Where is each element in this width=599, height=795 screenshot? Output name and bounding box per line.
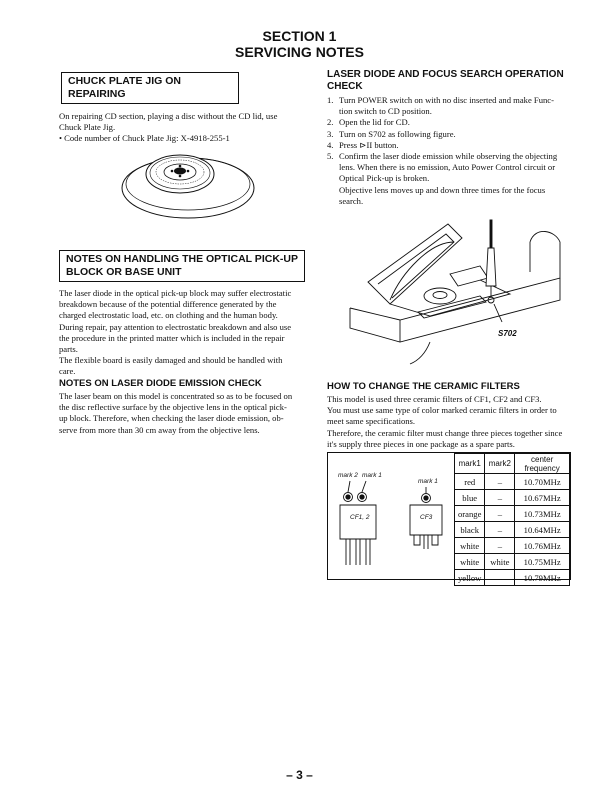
emission-check-section <box>59 378 305 436</box>
mark1-right-label: mark 1 <box>418 478 438 485</box>
emission-check-text: The laser beam on this model is concentrated so as to be focused on the disc reflective surface by the objective lens in the optical pick- up block. Therefore, when checking the laser diode emission, ob- serve from more than 30 cm away from the objective lens. <box>59 391 293 435</box>
s702-switch-illustration <box>330 212 578 372</box>
mark2-label: mark 2 <box>338 472 358 479</box>
mark1-left-label: mark 1 <box>362 472 382 479</box>
ceramic-filter-figure-box <box>327 452 571 583</box>
column-header: mark1 <box>455 454 485 474</box>
cf12-label: CF1, 2 <box>350 514 370 521</box>
page-number: – 3 – <box>286 768 313 782</box>
optical-pickup-section <box>59 250 305 378</box>
table-row: red – 10.70MHz <box>455 474 570 490</box>
laser-check-heading: LASER DIODE AND FOCUS SEARCH OPERATION CHECK <box>327 69 564 92</box>
cf3-label: CF3 <box>420 514 433 521</box>
table-row: orange – 10.73MHz <box>455 506 570 522</box>
ceramic-filter-heading: HOW TO CHANGE THE CERAMIC FILTERS <box>327 381 520 392</box>
ceramic-filter-drawing <box>328 453 454 579</box>
laser-check-steps <box>327 95 575 207</box>
ceramic-filter-text: This model is used three ceramic filters of CF1, CF2 and CF3. You must use same type of color marked ceramic filters in order to meet same specifications. Therefore, the ceramic filter must change three pieces together since it's supply three pieces in one package as a spare parts. <box>327 394 563 449</box>
chuck-plate-jig-illustration <box>118 146 258 222</box>
table-header-row <box>455 454 570 474</box>
optical-pickup-heading: NOTES ON HANDLING THE OPTICAL PICK-UP BLOCK OR BASE UNIT <box>59 250 305 282</box>
chuck-plate-text: On repairing CD section, playing a disc without the CD lid, use Chuck Plate Jig. • Code number of Chuck Plate Jig: X-4918-255-1 <box>59 111 278 144</box>
step-item: 3. Turn on S702 as following figure. <box>327 128 456 139</box>
table-row: white white 10.75MHz <box>455 554 570 570</box>
table-row: black – 10.64MHz <box>455 522 570 538</box>
page-header <box>0 28 599 60</box>
emission-check-heading: NOTES ON LASER DIODE EMISSION CHECK <box>59 378 262 389</box>
ceramic-filter-table <box>454 453 570 586</box>
table-row: blue – 10.67MHz <box>455 490 570 506</box>
step-item: 4. Press ⊳II button. <box>327 139 399 150</box>
section-number: SECTION 1 <box>262 28 337 44</box>
chuck-plate-section <box>59 72 305 145</box>
column-header: center frequency <box>515 454 570 474</box>
laser-check-section <box>327 69 575 207</box>
column-header: mark2 <box>485 454 515 474</box>
table-row: yellow – 10.79MHz <box>455 570 570 586</box>
page-title: SERVICING NOTES <box>235 44 364 60</box>
chuck-plate-heading: CHUCK PLATE JIG ON REPAIRING <box>61 72 239 104</box>
step-item: 2. Open the lid for CD. <box>327 117 410 128</box>
s702-label: S702 <box>498 329 517 338</box>
ceramic-filter-section <box>327 381 575 450</box>
table-row: white – 10.76MHz <box>455 538 570 554</box>
step-item: 1. Turn POWER switch on with no disc inserted and make Func- tion switch to CD position. <box>327 95 554 117</box>
optical-pickup-text: The laser diode in the optical pick-up block may suffer electrostatic breakdown because of the potential difference generated by the charged electrostatic load, etc. on clothing and the human body. During repair, pay attention to electrostatic breakdown and also use the procedure in the printed matter which is included in the repair parts. The flexible board is easily damaged and should be handled with care. <box>59 288 292 377</box>
step-item: 5. Confirm the laser diode emission while observing the objecting lens. When there is no emission, Auto Power Control circuit or Optical Pick-up is broken. Objective lens moves up and down three times for the focus search. <box>327 151 558 206</box>
